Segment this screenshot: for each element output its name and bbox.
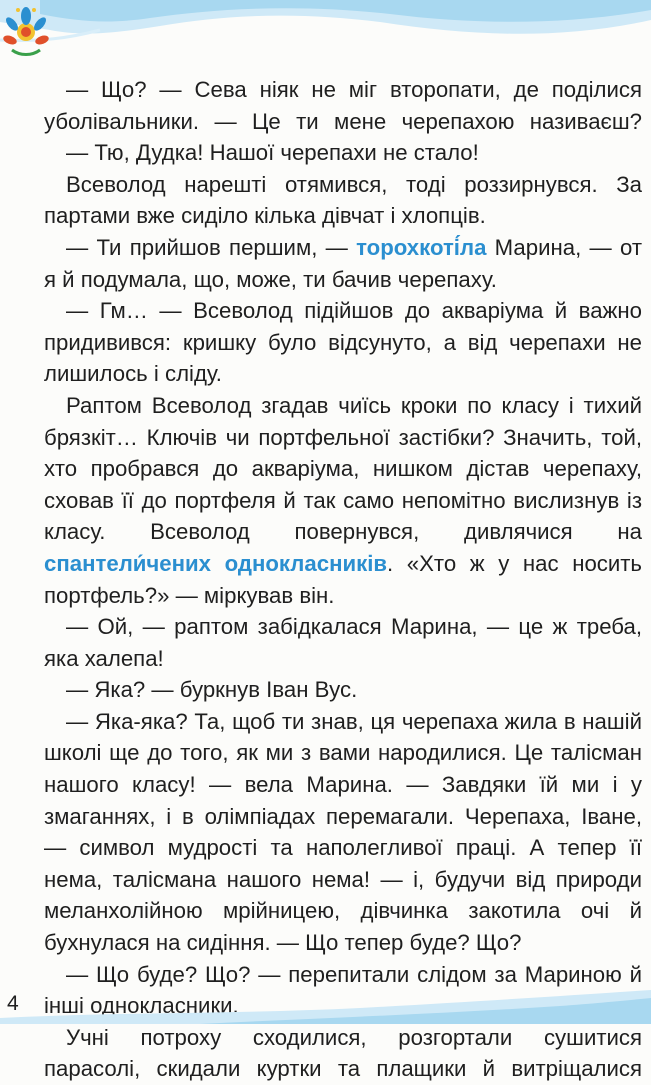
paragraph-text: — Яка-яка? Та, щоб ти знав, ця черепаха жила в нашій школі ще до того, як ми з вами народилися. Це талісман нашого класу! — вела Марина. — Завдяки їй ми і у змаганнях, і в олімпіадах перемагали. Черепаха, Іване, — символ мудрості та наполегливої праці. А тепер її нема, талісмана нашого нема! — і, будучи від природи меланхолійною мрійницею, дівчинка закотила очі й бухнулася на сидіння. — Що тепер буде? Що? <box>44 708 642 956</box>
paragraph <box>44 74 642 137</box>
paragraph-text: — Ой, — раптом забідкалася Марина, — це ж треба, яка халепа! <box>44 614 642 671</box>
footer-wave-decoration <box>0 984 651 1024</box>
paragraph-text: — Що? — Сева ніяк не міг второпати, де поділися уболівальники. — Це ти мене черепахою називаєш? <box>44 77 642 134</box>
paragraph <box>44 169 642 232</box>
paragraph-text: — Гм… — Всеволод підійшов до акваріума й важно придивився: кришку було відсунуто, а від черепахи не лишилось і сліду. <box>44 298 642 387</box>
highlighted-word: торохкоті́ла <box>356 234 487 260</box>
paragraph <box>44 706 642 959</box>
paragraph <box>44 611 642 674</box>
paragraph-text: Учні потроху сходилися, розгортали сушитися парасолі, скидали куртки та плащики й витріщалися <box>44 1024 642 1082</box>
paragraph-text: Всеволод нарешті отямився, тоді роззирнувся. За партами вже сиділо кілька дівчат і хлопців. <box>44 171 642 229</box>
paragraph <box>44 232 642 295</box>
paragraph <box>44 674 642 706</box>
paragraph-text: — Ти прийшов першим, — <box>66 234 357 260</box>
folk-flower-ornament-icon <box>2 2 50 58</box>
paragraph-text: . «Хто ж у нас носить портфель?» — міркував він. <box>44 550 642 608</box>
paragraph-text: Раптом Всеволод згадав чиїсь кроки по класу і тихий брязкіт… Ключів чи портфельної застібки? Значить, той, хто пробрався до акваріума, нишком дістав черепаху, сховав її до портфеля й так само непомітно вислизнув із класу. Всеволод повернувся, дивлячися на <box>44 392 642 545</box>
paragraph-text: — Яка? — буркнув Іван Вус. <box>66 677 358 703</box>
paragraph-text: — Що буде? Що? — перепитали слідом за Мариною й інші однокласники. <box>44 961 642 1019</box>
paragraph <box>44 295 642 390</box>
paragraph <box>44 1022 642 1085</box>
paragraph-text: Марина, — от я й подумала, що, може, ти бачив черепаху. <box>44 234 642 292</box>
highlighted-phrase: спантели́чених однокласників <box>44 550 388 576</box>
page-number: 4 <box>7 992 19 1015</box>
story-text <box>44 74 642 1085</box>
paragraph <box>44 137 642 169</box>
paragraph-text: — Тю, Дудка! Нашої черепахи не стало! <box>66 140 479 166</box>
paragraph <box>44 390 642 611</box>
header-wave-decoration <box>0 0 651 70</box>
